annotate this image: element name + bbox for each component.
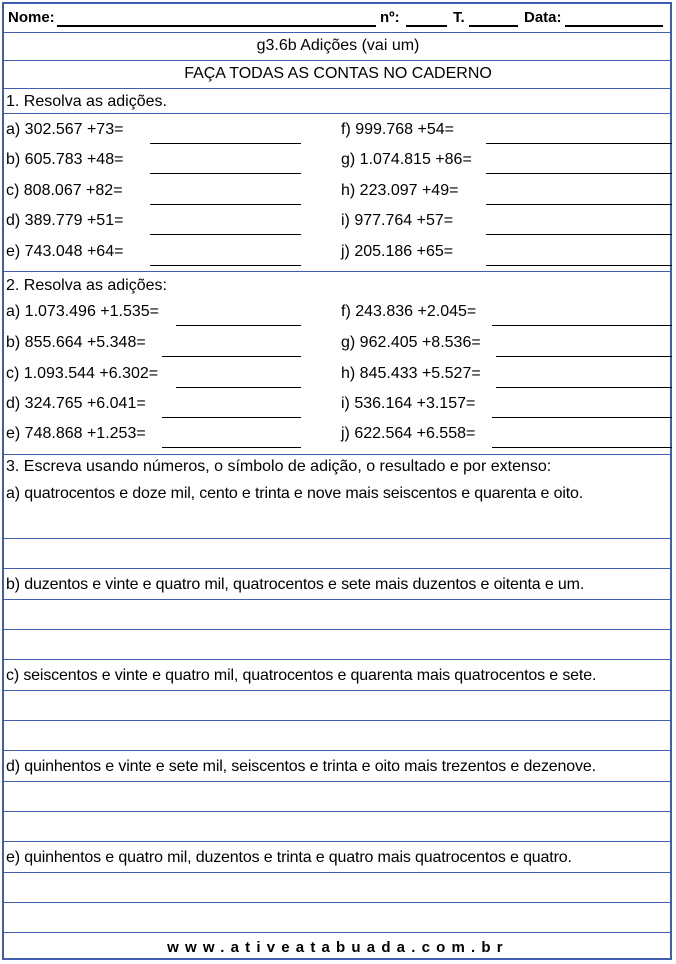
word-problem-e: e) quinhentos e quatro mil, duzentos e trinta e quatro mais quatrocentos e quatro. xyxy=(6,849,572,866)
writing-row-b2[interactable] xyxy=(2,630,672,660)
answer-line-2d[interactable] xyxy=(162,417,301,418)
word-problem-c: c) seiscentos e vinte e quatro mil, quatrocentos e quarenta mais quatrocentos e sete. xyxy=(6,667,597,684)
section3-heading: 3. Escreva usando números, o símbolo de adição, o resultado e por extenso: xyxy=(6,458,552,475)
word-problem-d: d) quinhentos e vinte e sete mil, seiscentos e trinta e oito mais trezentos e dezenove. xyxy=(6,758,596,775)
answer-line-2g[interactable] xyxy=(496,356,672,357)
worksheet-title: g3.6b Adições (vai um) xyxy=(256,37,420,54)
problem-1d: d) 389.779 +51= xyxy=(6,212,124,229)
problem-2h: h) 845.433 +5.527= xyxy=(341,365,481,382)
answer-line-1d[interactable] xyxy=(150,234,301,235)
answer-line-1h[interactable] xyxy=(486,204,672,205)
section2-bottom-rule xyxy=(2,446,672,455)
writing-row-c0 xyxy=(2,660,672,691)
answer-line-1c[interactable] xyxy=(150,204,301,205)
section1-heading: 1. Resolva as adições. xyxy=(6,93,167,110)
answer-line-1f[interactable] xyxy=(486,143,672,144)
problem-1b: b) 605.783 +48= xyxy=(6,151,124,168)
name-field[interactable] xyxy=(57,25,376,27)
section1-bottom-rule xyxy=(2,264,672,272)
problem-2b: b) 855.664 +5.348= xyxy=(6,334,146,351)
problem-2a: a) 1.073.496 +1.535= xyxy=(6,303,160,320)
answer-line-1g[interactable] xyxy=(486,173,672,174)
worksheet-instruction: FAÇA TODAS AS CONTAS NO CADERNO xyxy=(184,65,492,82)
footer-website: www.ativeatabuada.com.br xyxy=(167,939,509,956)
date-label: Data: xyxy=(524,9,562,26)
problem-1f: f) 999.768 +54= xyxy=(341,121,454,138)
writing-row-a2[interactable] xyxy=(2,539,672,569)
problem-2e: e) 748.868 +1.253= xyxy=(6,425,146,442)
writing-row-d2[interactable] xyxy=(2,812,672,842)
date-field[interactable] xyxy=(565,25,663,27)
class-label: T. xyxy=(453,9,465,26)
answer-line-2i[interactable] xyxy=(492,417,672,418)
writing-row-e1[interactable] xyxy=(2,873,672,903)
writing-row-b1[interactable] xyxy=(2,600,672,630)
problem-1j: j) 205.186 +65= xyxy=(341,243,454,260)
class-field[interactable] xyxy=(469,25,518,27)
writing-row-e2[interactable] xyxy=(2,903,672,933)
writing-row-d1[interactable] xyxy=(2,782,672,812)
writing-row-a1[interactable] xyxy=(2,509,672,539)
answer-line-1a[interactable] xyxy=(150,143,301,144)
name-label: Nome: xyxy=(8,9,55,26)
writing-row-c1[interactable] xyxy=(2,691,672,721)
answer-line-2h[interactable] xyxy=(496,387,672,388)
writing-row-e0 xyxy=(2,842,672,873)
number-field[interactable] xyxy=(406,25,447,27)
answer-line-2f[interactable] xyxy=(492,325,672,326)
answer-line-2c[interactable] xyxy=(176,387,301,388)
problem-1i: i) 977.764 +57= xyxy=(341,212,454,229)
number-label: nº: xyxy=(380,9,400,26)
problem-1h: h) 223.097 +49= xyxy=(341,182,459,199)
writing-row-b0 xyxy=(2,569,672,600)
problem-2c: c) 1.093.544 +6.302= xyxy=(6,365,159,382)
word-problem-b: b) duzentos e vinte e quatro mil, quatrocentos e sete mais duzentos e oitenta e um. xyxy=(6,576,585,593)
answer-line-2a[interactable] xyxy=(176,325,301,326)
word-problem-a: a) quatrocentos e doze mil, cento e trinta e nove mais seiscentos e quarenta e oito. xyxy=(6,485,584,502)
problem-2d: d) 324.765 +6.041= xyxy=(6,395,146,412)
answer-line-1i[interactable] xyxy=(486,234,672,235)
problem-1a: a) 302.567 +73= xyxy=(6,121,124,138)
answer-line-2b[interactable] xyxy=(162,356,301,357)
answer-line-1b[interactable] xyxy=(150,173,301,174)
writing-row-c2[interactable] xyxy=(2,721,672,751)
problem-2g: g) 962.405 +8.536= xyxy=(341,334,481,351)
problem-2i: i) 536.164 +3.157= xyxy=(341,395,476,412)
problem-1g: g) 1.074.815 +86= xyxy=(341,151,472,168)
problem-1e: e) 743.048 +64= xyxy=(6,243,124,260)
section2-heading: 2. Resolva as adições: xyxy=(6,277,167,294)
problem-2j: j) 622.564 +6.558= xyxy=(341,425,476,442)
problem-1c: c) 808.067 +82= xyxy=(6,182,123,199)
writing-row-d0 xyxy=(2,751,672,782)
header-row xyxy=(2,2,672,33)
problem-2f: f) 243.836 +2.045= xyxy=(341,303,477,320)
